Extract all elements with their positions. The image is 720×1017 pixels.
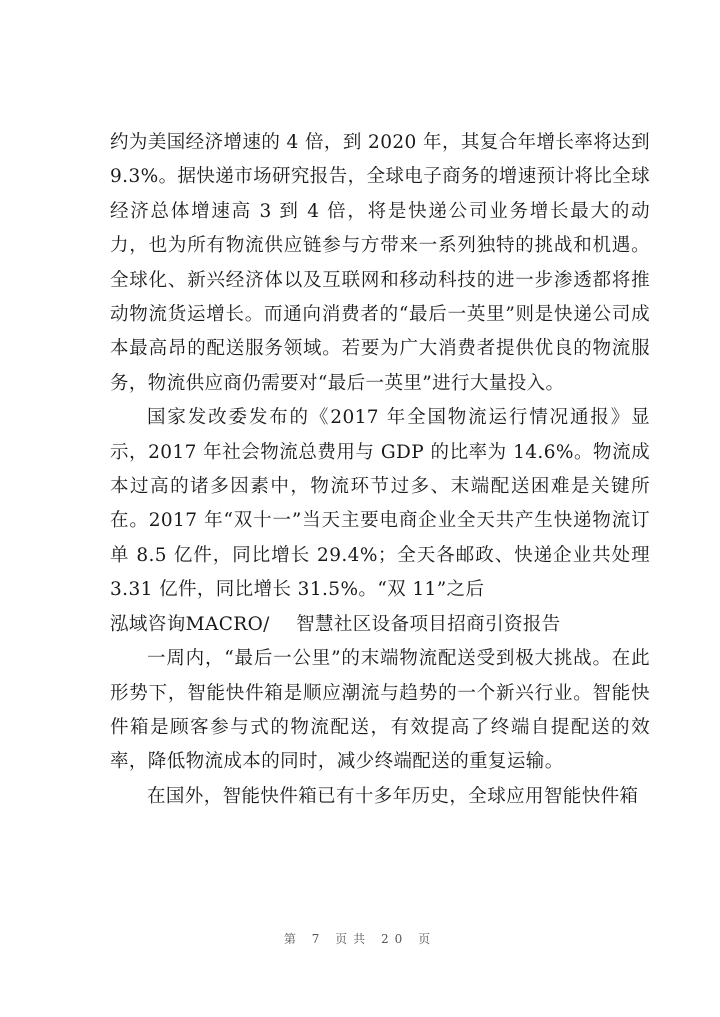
running-header: 泓域咨询MACRO/ 智慧社区设备项目招商引资报告 bbox=[110, 613, 561, 635]
paragraph-4: 在国外，智能快件箱已有十多年历史，全球应用智能快件箱 bbox=[147, 785, 639, 807]
paragraph-3: 一周内，“最后一公里”的末端物流配送受到极大挑战。在此形势下，智能快件箱是顺应潮流与趋势的一个新兴行业。智能快件箱是顾客参与式的物流配送，有效提高了终端自提配送的效率，降低物流成本的同时，减少终端配送的重复运输。 bbox=[110, 648, 650, 773]
document-body bbox=[110, 126, 650, 814]
paragraph-1: 约为美国经济增速的 4 倍，到 2020 年，其复合年增长率将达到 9.3%。据快递市场研究报告，全球电子商务的增速预计将比全球经济总体增速高 3 到 4 倍，将是快递公司业务增长最大的动力，也为所有物流供应链参与方带来一系列独特的挑战和机遇。全球化、新兴经济体以及互联网和移动科技的进一步渗透都将推动物流货运增长。而通向消费者的“最后一英里”则是快递公司成本最高昂的配送服务领域。若要为广大消费者提供优良的物流服务，物流供应商仍需要对“最后一英里”进行大量投入。 bbox=[110, 132, 651, 394]
page-number-footer: 第 7 页共 20 页 bbox=[283, 932, 437, 946]
paragraph-2: 国家发改委发布的《2017 年全国物流运行情况通报》显示，2017 年社会物流总费用与 GDP 的比率为 14.6%。物流成本过高的诸多因素中，物流环节过多、末端配送困难是关键所在。2017 年“双十一”当天主要电商企业全天共产生快递物流订单 8.5 亿件，同比增长 29.4%；全天各邮政、快递企业共处理 3.31 亿件，同比增长 31.5%。“双 11”之后 bbox=[110, 407, 650, 601]
